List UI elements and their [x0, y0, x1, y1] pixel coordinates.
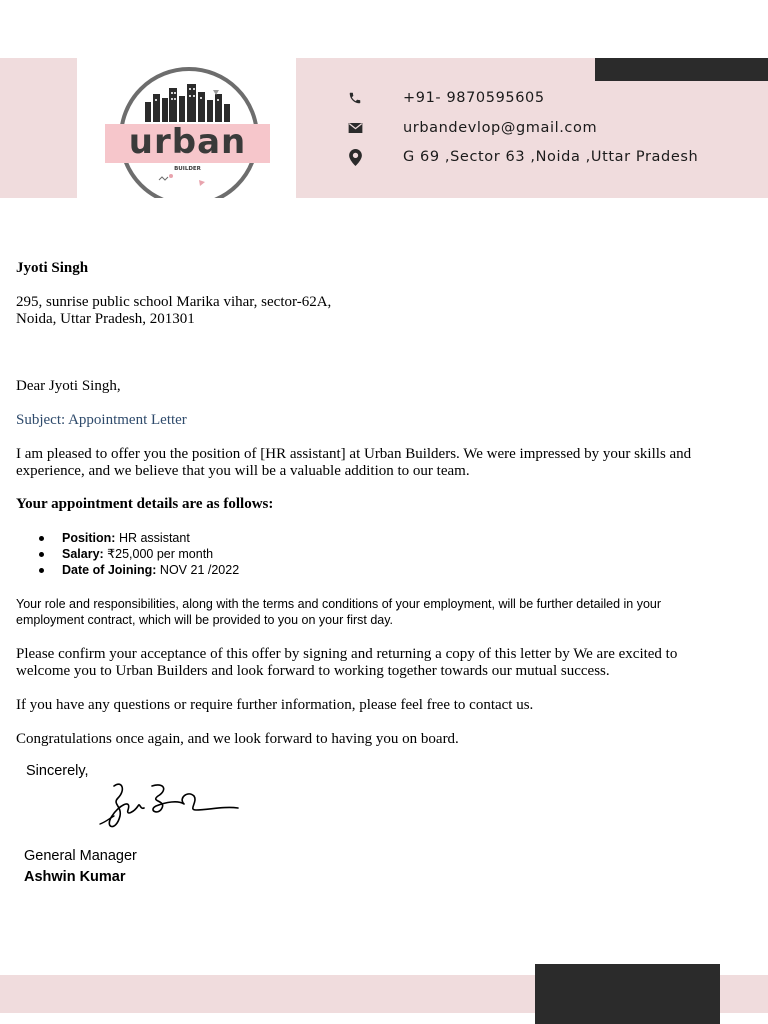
- recipient-name: Jyoti Singh: [16, 260, 89, 276]
- detail-value: NOV 21 /2022: [156, 563, 240, 577]
- header-dark-accent: [595, 58, 768, 81]
- questions-paragraph: If you have any questions or require further information, please feel free to contact us.: [16, 697, 534, 713]
- bullet-icon: [39, 536, 44, 541]
- location-pin-icon: [346, 148, 364, 166]
- salutation: Dear Jyoti Singh,: [16, 378, 121, 394]
- contact-address-row: [346, 145, 699, 169]
- confirm-paragraph-line2: welcome you to Urban Builders and look forward to working together towards our mutual success.: [16, 663, 610, 679]
- bullet-icon: [39, 552, 44, 557]
- detail-joining-date: [38, 562, 239, 578]
- sign-off: Sincerely,: [26, 763, 89, 779]
- role-paragraph-line2: employment contract, which will be provided to you on your first day.: [16, 613, 394, 627]
- detail-value: HR assistant: [115, 531, 190, 545]
- detail-label: Position:: [62, 531, 116, 545]
- recipient-address-line2: Noida, Uttar Pradesh, 201301: [16, 311, 195, 327]
- company-logo: [77, 58, 296, 198]
- phone-icon: [346, 89, 364, 107]
- contact-phone-text: +91- 9870595605: [403, 90, 545, 106]
- footer-dark-accent: [535, 964, 720, 1024]
- intro-paragraph-line2: experience, and we believe that you will be a valuable addition to our team.: [16, 463, 470, 479]
- bullet-icon: [39, 568, 44, 573]
- recipient-address-line1: 295, sunrise public school Marika vihar, sector-62A,: [16, 294, 332, 310]
- logo-brand-text: urban: [128, 122, 247, 162]
- role-paragraph-line1: Your role and responsibilities, along with the terms and conditions of your employment, will be further detailed in your: [16, 597, 662, 611]
- signer-name: Ashwin Kumar: [24, 869, 126, 885]
- handwritten-signature: [92, 776, 242, 848]
- detail-position: [38, 530, 239, 546]
- confirm-paragraph-line1: Please confirm your acceptance of this offer by signing and returning a copy of this letter by We are excited to: [16, 646, 678, 662]
- contact-email-row: [346, 116, 598, 140]
- appointment-details-list: [38, 530, 239, 578]
- logo-tagline-text: BUILDER: [174, 166, 201, 172]
- email-icon: [346, 119, 364, 137]
- intro-paragraph-line1: I am pleased to offer you the position of [HR assistant] at Urban Builders. We were impressed by your skills and: [16, 446, 692, 462]
- contact-address-text: G 69 ,Sector 63 ,Noida ,Uttar Pradesh: [403, 149, 699, 165]
- signer-title: General Manager: [24, 848, 137, 864]
- details-heading: Your appointment details are as follows:: [16, 496, 274, 512]
- contact-email-text: urbandevlop@gmail.com: [403, 120, 598, 136]
- detail-label: Date of Joining:: [62, 563, 157, 577]
- detail-salary: [38, 546, 239, 562]
- congratulations-paragraph: Congratulations once again, and we look forward to having you on board.: [16, 731, 459, 747]
- detail-label: Salary:: [62, 547, 104, 561]
- contact-phone-row: [346, 86, 545, 110]
- detail-value: ₹25,000 per month: [103, 547, 214, 561]
- subject-line: Subject: Appointment Letter: [16, 412, 187, 428]
